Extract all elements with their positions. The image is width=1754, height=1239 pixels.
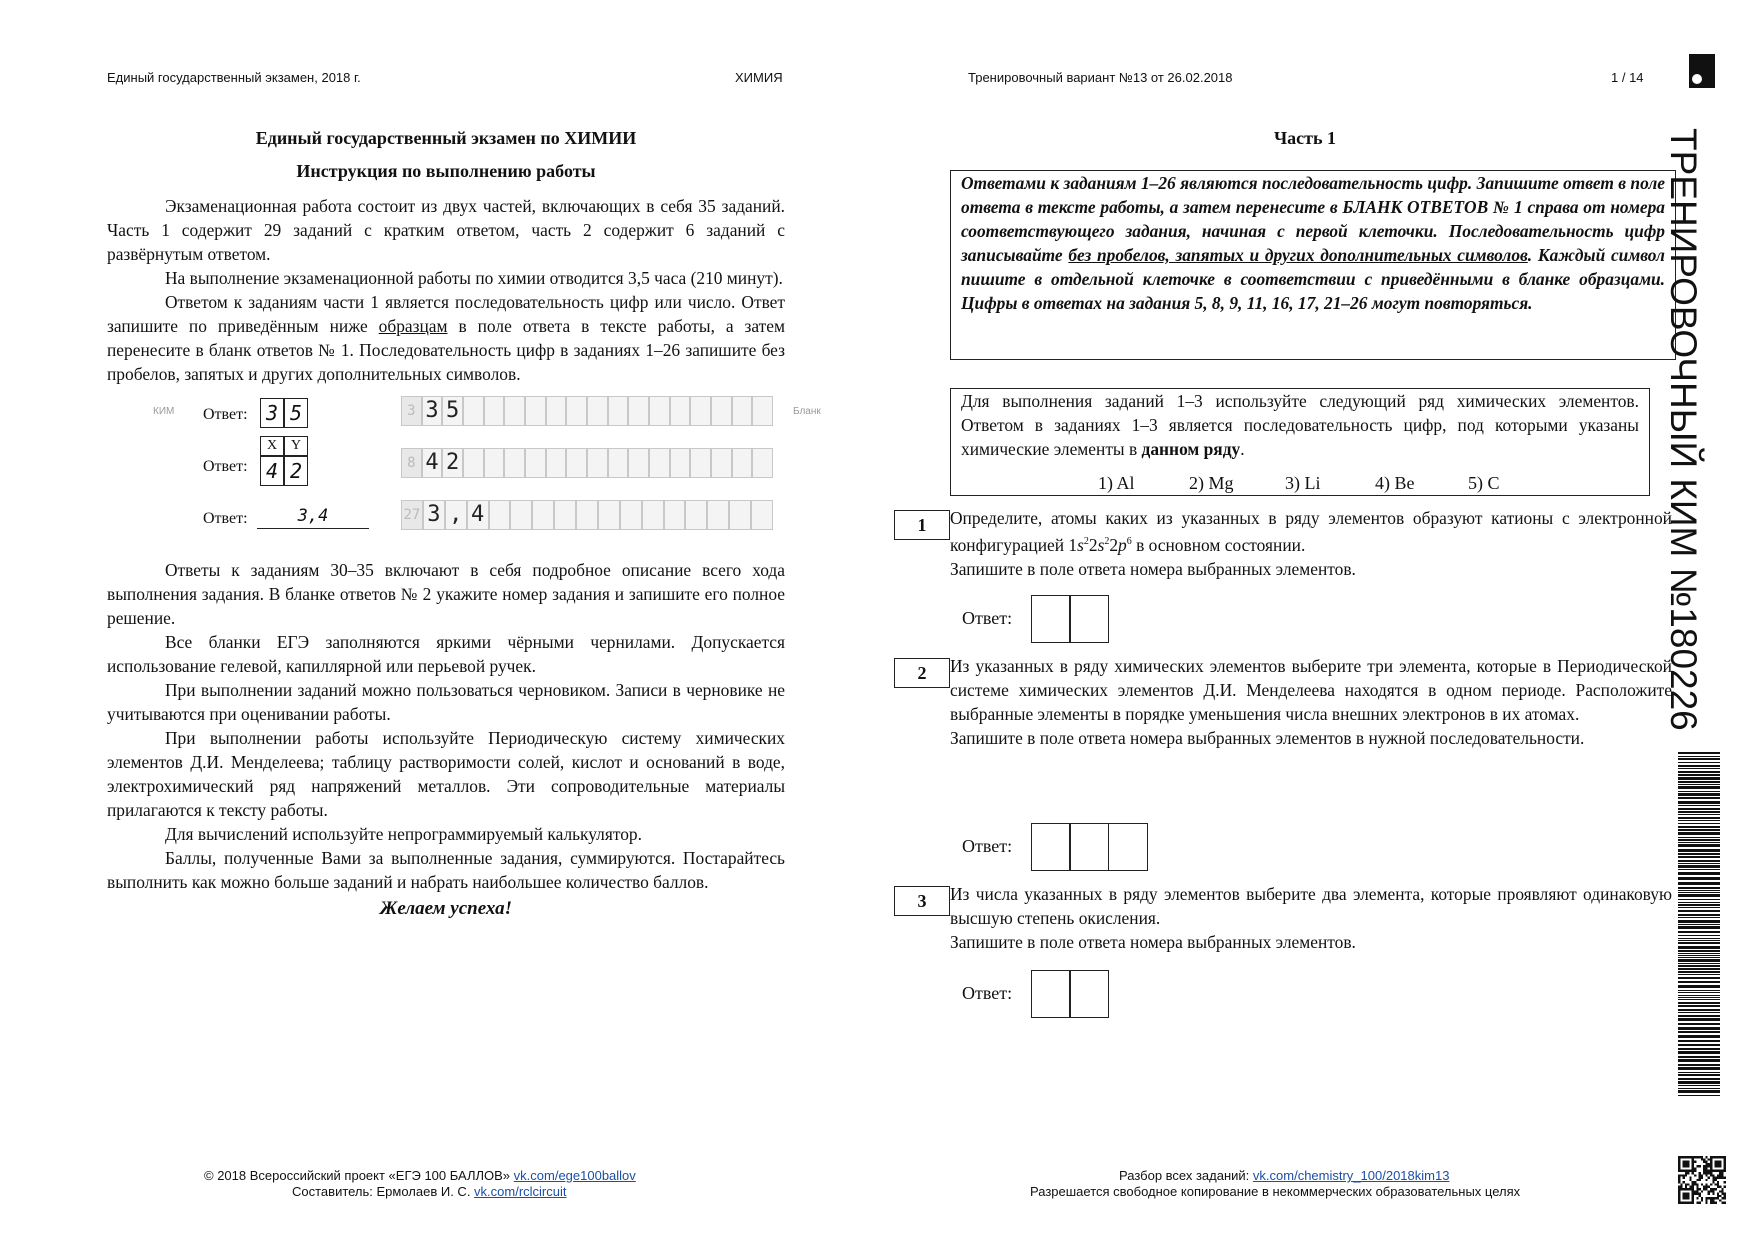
sample-1-task-number: 3 bbox=[401, 396, 422, 426]
task-2 bbox=[950, 654, 1672, 750]
part-1-instructions-box bbox=[950, 170, 1676, 360]
sample-1-digit-box: 5 bbox=[284, 398, 308, 428]
instructions-paragraph-9: Баллы, полученные Вами за выполненные задания, суммируются. Постарайтесь выполнить как можно больше заданий и набрать наибольшее количество баллов. bbox=[107, 848, 785, 892]
element-item: 5) C bbox=[1468, 473, 1500, 493]
sample-1-blank-cell: 3 bbox=[422, 396, 443, 426]
kim-label: КИМ bbox=[153, 406, 175, 417]
sample-2-y-header: Y bbox=[284, 436, 308, 456]
footer-project-link[interactable]: vk.com/ege100ballov bbox=[513, 1168, 636, 1183]
element-row-box bbox=[950, 388, 1650, 496]
header-variant: Тренировочный вариант №13 от 26.02.2018 bbox=[968, 70, 1233, 85]
sample-3-blank-strip bbox=[401, 500, 773, 530]
sample-2-digit-box: 4 bbox=[260, 456, 284, 486]
samples-underlined: образцам bbox=[378, 316, 448, 336]
part-1-title: Часть 1 bbox=[1273, 128, 1337, 148]
footer-analysis: Разбор всех заданий: vk.com/chemistry_100/2018kim13 bbox=[1119, 1168, 1450, 1183]
task-1-text: Определите, атомы каких из указанных в ряду элементов образуют катионы с электронной конфигурацией $1s^22s^22p^6$ в основном состоянии. bbox=[950, 508, 1672, 555]
task-2-answer-field[interactable] bbox=[1032, 823, 1148, 871]
sample-1-blank-cell: 5 bbox=[442, 396, 463, 426]
footer-author-link[interactable]: vk.com/rclcircuit bbox=[474, 1184, 567, 1199]
task-2-number: 2 bbox=[894, 658, 950, 688]
instructions-paragraph-5: Все бланки ЕГЭ заполняются яркими чёрными чернилами. Допускается использование гелевой, капиллярной или перьевой ручек. bbox=[107, 632, 785, 676]
task-1 bbox=[950, 506, 1672, 581]
exam-title: Единый государственный экзамен по ХИМИИ bbox=[255, 128, 637, 148]
barcode-icon bbox=[1678, 752, 1720, 1096]
element-row-intro: Для выполнения заданий 1–3 используйте следующий ряд химических элементов. Ответом в заданиях 1–3 является последовательность цифр, под которыми указаны химические элементы в данном ряду. bbox=[961, 391, 1639, 459]
sample-2-blank-strip bbox=[401, 448, 773, 478]
header-left: Единый государственный экзамен, 2018 г. bbox=[107, 70, 361, 85]
element-item: 4) Be bbox=[1375, 473, 1415, 493]
task-3-text: Из числа указанных в ряду элементов выберите два элемента, которые проявляют одинаковую высшую степень окисления. bbox=[950, 884, 1672, 928]
sample-3-answer-label: Ответ: bbox=[203, 510, 248, 527]
sample-2-answer-label: Ответ: bbox=[203, 458, 248, 475]
instructions-paragraph-6: При выполнении заданий можно пользоваться черновиком. Записи в черновике не учитываются при оценивании работы. bbox=[107, 680, 785, 724]
sample-2-blank-cell: 2 bbox=[442, 448, 463, 478]
instructions-paragraph-1: Экзаменационная работа состоит из двух частей, включающих в себя 35 заданий. Часть 1 содержит 29 заданий с кратким ответом, часть 2 содержит 6 заданий с развёрнутым ответом. bbox=[107, 196, 785, 264]
instructions-title: Инструкция по выполнению работы bbox=[296, 161, 596, 181]
qr-code-icon bbox=[1678, 1156, 1726, 1204]
sample-3-blank-cell: , bbox=[445, 500, 467, 530]
good-luck-text: Желаем успеха! bbox=[379, 898, 513, 919]
sample-1-blank-strip bbox=[401, 396, 773, 426]
task-1-answer-label: Ответ: bbox=[962, 608, 1013, 628]
sample-3-blank-cell: 4 bbox=[467, 500, 489, 530]
instructions-paragraph-2: На выполнение экзаменационной работы по химии отводится 3,5 часа (210 минут). bbox=[165, 268, 783, 288]
instructions-column bbox=[107, 128, 821, 920]
corner-marker-dot bbox=[1692, 74, 1702, 84]
instructions-paragraph-3: Ответом к заданиям части 1 является последовательность цифр или число. Ответ запишите по приведённым ниже образцам в поле ответа в тексте работы, а затем перенесите в бланк ответов № 1. Последовательность цифр в заданиях 1–26 запишите без пробелов, запятых и других дополнительных символов. bbox=[107, 292, 786, 384]
sample-2-task-number: 8 bbox=[401, 448, 422, 478]
task-3-instruction: Запишите в поле ответа номера выбранных элементов. bbox=[950, 932, 1356, 952]
footer-analysis-link[interactable]: vk.com/chemistry_100/2018kim13 bbox=[1252, 1168, 1450, 1183]
task-2-text: Из указанных в ряду химических элементов выберите три элемента, которые в Периодической системе химических элементов Д.И. Менделеева находятся в одном периоде. Расположите выбранные элементы в порядке уменьшения числа внешних электронов в их атомах. bbox=[950, 656, 1672, 724]
footer-author: Составитель: Ермолаев И. С. vk.com/rclcircuit bbox=[292, 1184, 567, 1199]
element-item: 2) Mg bbox=[1189, 473, 1234, 493]
sample-3-blank-cell: 3 bbox=[423, 500, 445, 530]
sample-2-digit-box: 2 bbox=[284, 456, 308, 486]
task-2-instruction: Запишите в поле ответа номера выбранных элементов в нужной последовательности. bbox=[950, 728, 1585, 748]
footer-copyright: © 2018 Всероссийский проект «ЕГЭ 100 БАЛЛОВ» vk.com/ege100ballov bbox=[204, 1168, 636, 1183]
page-number: 1 / 14 bbox=[1611, 70, 1644, 85]
instructions-paragraph-7: При выполнении работы используйте Периодическую систему химических элементов Д.И. Менделеева; таблицу растворимости солей, кислот и оснований в воде, электрохимический ряд напряжений металлов. Эти сопроводительные материалы прилагаются к тексту работы. bbox=[107, 728, 785, 820]
sample-3-task-number: 27 bbox=[401, 500, 423, 530]
blank-label: Бланк bbox=[793, 406, 821, 417]
sample-1-answer-label: Ответ: bbox=[203, 406, 248, 423]
task-3 bbox=[950, 882, 1672, 954]
instructions-paragraph-8: Для вычислений используйте непрограммируемый калькулятор. bbox=[165, 824, 642, 844]
sample-3-answer-line: 3,4 bbox=[257, 506, 369, 529]
task-2-answer-label: Ответ: bbox=[962, 836, 1013, 856]
instructions-paragraph-4: Ответы к заданиям 30–35 включают в себя подробное описание всего хода выполнения задания. В бланке ответов № 2 укажите номер задания и запишите его полное решение. bbox=[107, 560, 785, 628]
sample-2-x-header: X bbox=[260, 436, 284, 456]
element-item: 3) Li bbox=[1285, 473, 1321, 493]
variant-vertical-title: ТРЕНИРОВОЧНЫЙ КИМ №180226 bbox=[1663, 128, 1704, 731]
task-1-answer-field[interactable] bbox=[1032, 595, 1109, 643]
sample-1-digit-box: 3 bbox=[260, 398, 284, 428]
task-3-number: 3 bbox=[894, 886, 950, 916]
element-item: 1) Al bbox=[1098, 473, 1135, 493]
task-3-answer-field[interactable] bbox=[1032, 970, 1109, 1018]
task-1-instruction: Запишите в поле ответа номера выбранных элементов. bbox=[950, 558, 1356, 579]
task-3-answer-label: Ответ: bbox=[962, 983, 1013, 1003]
task-1-number: 1 bbox=[894, 510, 950, 540]
part-1-instructions-text: Ответами к заданиям 1–26 являются последовательность цифр. Запишите ответ в поле ответа в тексте работы, а затем перенесите в БЛАНК ОТВЕТОВ № 1 справа от номера соответствующего задания, начиная с первой клеточки. Последовательность цифр записывайте без пробелов, запятых и других дополнительных символов. Каждый символ пишите в отдельной клеточке в соответствии с приведёнными в бланке образцами. Цифры в ответах на задания 5, 8, 9, 11, 16, 17, 21–26 могут повторяться. bbox=[961, 173, 1665, 313]
header-subject: ХИМИЯ bbox=[735, 70, 783, 85]
sample-2-blank-cell: 4 bbox=[422, 448, 443, 478]
footer-copy-permission: Разрешается свободное копирование в некоммерческих образовательных целях bbox=[1030, 1184, 1521, 1199]
answer-samples bbox=[107, 396, 821, 546]
